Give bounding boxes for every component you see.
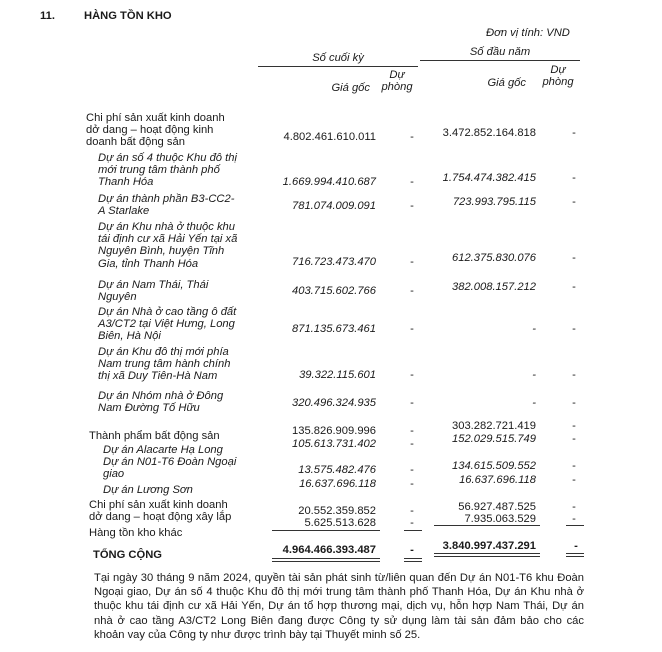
row-label-line: A Starlake bbox=[98, 205, 150, 218]
subtotal-rule-closing-provision bbox=[404, 530, 422, 531]
row-label-line: dở dang – hoạt động kinh bbox=[86, 124, 214, 137]
row-closing-provision: - bbox=[410, 131, 414, 143]
row-closing-provision: - bbox=[410, 285, 414, 297]
subtotal-rule-opening bbox=[434, 525, 540, 526]
subtotal-rule-opening-provision bbox=[566, 525, 584, 526]
row-closing-provision: - bbox=[410, 425, 414, 437]
row-opening-cost: - bbox=[532, 323, 536, 335]
row-label-line: Chi phí sản xuất kinh doanh bbox=[89, 499, 228, 511]
row-closing-provision: - bbox=[410, 478, 414, 490]
row-opening-cost: 134.615.509.552 bbox=[452, 460, 536, 472]
row-closing-cost: 781.074.009.091 bbox=[292, 200, 376, 212]
row-label-line: dở dang – hoạt động xây lắp bbox=[89, 511, 232, 524]
row-label-line: Dự án Nhóm nhà ở Đông bbox=[98, 390, 224, 402]
row-label-line: Dự án Khu nhà ở thuộc khu bbox=[98, 221, 236, 233]
row-opening-provision: - bbox=[572, 460, 576, 472]
row-label-line: Dự án Lương Sơn bbox=[103, 484, 193, 496]
row-closing-provision: - bbox=[410, 200, 414, 212]
row-opening-provision: - bbox=[572, 513, 576, 525]
row-label-line: Dự án Nam Thái, Thái bbox=[98, 279, 209, 291]
row-closing-cost: 39.322.115.601 bbox=[299, 369, 376, 381]
row-label-line: Hàng tồn kho khác bbox=[89, 527, 183, 539]
total-opening-provision: - bbox=[574, 540, 578, 552]
header-closing-provision-line2: phòng bbox=[381, 81, 413, 93]
row-opening-cost: 152.029.515.749 bbox=[452, 433, 536, 445]
header-opening-cost: Giá gốc bbox=[487, 77, 526, 89]
row-closing-provision: - bbox=[410, 176, 414, 188]
row-opening-cost: 382.008.157.212 bbox=[452, 281, 536, 293]
row-opening-cost: - bbox=[532, 369, 536, 381]
header-closing-rule bbox=[258, 66, 418, 67]
section-title: HÀNG TỒN KHO bbox=[84, 10, 172, 22]
row-closing-provision: - bbox=[410, 438, 414, 450]
row-closing-cost: 403.715.602.766 bbox=[292, 285, 376, 297]
row-label-line: A3/CT2 tại Việt Hưng, Long bbox=[98, 318, 235, 331]
row-opening-provision: - bbox=[572, 323, 576, 335]
row-label-line: Nguyên Bình, huyện Tĩnh bbox=[98, 245, 225, 258]
row-label-line: Dự án số 4 thuộc Khu đô thị bbox=[98, 152, 237, 164]
row-label-line: Nguyên bbox=[98, 291, 137, 304]
row-closing-cost: 5.625.513.628 bbox=[304, 517, 376, 529]
row-label-line: Dự án Khu đô thị mới phía bbox=[98, 346, 229, 358]
total-double-rule-opening-provision bbox=[566, 553, 584, 557]
row-closing-provision: - bbox=[410, 505, 414, 517]
row-closing-cost: 871.135.673.461 bbox=[292, 323, 376, 335]
row-opening-provision: - bbox=[572, 252, 576, 264]
row-label-line: Nam Đường Tố Hữu bbox=[98, 402, 200, 415]
row-closing-provision: - bbox=[410, 369, 414, 381]
row-label-line: doanh bất động sản bbox=[86, 136, 185, 149]
row-opening-cost: 612.375.830.076 bbox=[452, 252, 536, 264]
row-label-line: Biên, Hà Nội bbox=[98, 330, 161, 343]
row-opening-provision: - bbox=[572, 127, 576, 139]
section-number: 11. bbox=[40, 10, 55, 22]
row-opening-cost: 3.472.852.164.818 bbox=[442, 127, 536, 139]
row-label-line: Chi phí sản xuất kinh doanh bbox=[86, 112, 225, 124]
row-opening-provision: - bbox=[572, 369, 576, 381]
row-label-line: Thanh Hóa bbox=[98, 176, 154, 189]
row-closing-provision: - bbox=[410, 464, 414, 476]
row-label-line: Thành phẩm bất động sản bbox=[89, 430, 220, 442]
total-label: TỔNG CỘNG bbox=[93, 549, 162, 561]
row-closing-cost: 4.802.461.610.011 bbox=[283, 131, 376, 143]
row-label-line: Dự án Alacarte Hạ Long bbox=[103, 444, 223, 456]
unit-label: Đơn vị tính: VND bbox=[486, 27, 570, 39]
total-double-rule-opening bbox=[434, 553, 540, 557]
header-opening-provision-line2: phòng bbox=[542, 76, 574, 88]
row-opening-cost: 16.637.696.118 bbox=[459, 474, 536, 486]
header-opening-provision-line1: Dự bbox=[550, 64, 566, 76]
header-closing-cost: Giá gốc bbox=[331, 82, 370, 94]
row-closing-cost: 16.637.696.118 bbox=[299, 478, 376, 490]
row-opening-cost: 7.935.063.529 bbox=[464, 513, 536, 525]
subtotal-rule-closing bbox=[272, 530, 380, 531]
row-closing-cost: 20.552.359.852 bbox=[298, 505, 376, 517]
row-closing-cost: 135.826.909.996 bbox=[292, 425, 376, 437]
header-opening: Số đầu năm bbox=[469, 46, 531, 58]
row-closing-cost: 13.575.482.476 bbox=[298, 464, 376, 476]
row-label-line: thị xã Duy Tiên-Hà Nam bbox=[98, 370, 218, 383]
row-opening-cost: 1.754.474.382.415 bbox=[442, 172, 536, 184]
row-opening-provision: - bbox=[572, 281, 576, 293]
row-closing-provision: - bbox=[410, 323, 414, 335]
row-opening-provision: - bbox=[572, 172, 576, 184]
row-label-line: Gia, tỉnh Thanh Hóa bbox=[98, 257, 199, 270]
row-closing-cost: 716.723.473.470 bbox=[292, 256, 376, 268]
row-closing-provision: - bbox=[410, 256, 414, 268]
row-label-line: Dự án thành phần B3-CC2- bbox=[98, 193, 235, 205]
row-opening-provision: - bbox=[572, 433, 576, 445]
collateral-note-paragraph: Tại ngày 30 tháng 9 năm 2024, quyền tài sản phát sinh từ/liên quan đến Dự án N01-T6 khu Đoàn Ngoại giao, Dự án số 4 thuộc Khu đô thị mới trung tâm thành phố Thanh Hóa, Dự án Khu nhà ở thuộc khu tái định cư xã Hải Yến, Dự án tổ hợp thương mại, dịch vụ, hỗn hợp Nam Thái, Dự án nhà ở cao tầng A3/CT2 Long Biên đang được Công ty sử dụng làm tài sản đảm bảo cho các khoản vay của Công ty như được trình bày tại Thuyết minh số 25. bbox=[94, 572, 584, 641]
row-closing-cost: 320.496.324.935 bbox=[292, 397, 376, 409]
row-opening-provision: - bbox=[572, 397, 576, 409]
row-closing-cost: 1.669.994.410.687 bbox=[282, 176, 376, 188]
total-closing-provision: - bbox=[410, 544, 414, 556]
total-opening-cost: 3.840.997.437.291 bbox=[442, 540, 536, 552]
row-opening-provision: - bbox=[572, 420, 576, 432]
row-label-line: Nam trung tâm hành chính bbox=[98, 358, 231, 371]
row-opening-cost: 723.993.795.115 bbox=[452, 196, 536, 208]
header-opening-rule bbox=[420, 60, 580, 61]
row-label-line: tái định cư xã Hải Yến tại xã bbox=[98, 233, 238, 246]
row-label-line: giao bbox=[103, 468, 125, 481]
row-label-line: Dự án N01-T6 Đoàn Ngoại bbox=[103, 456, 237, 468]
row-opening-cost: 56.927.487.525 bbox=[458, 501, 536, 513]
row-closing-cost: 105.613.731.402 bbox=[292, 438, 376, 450]
row-closing-provision: - bbox=[410, 397, 414, 409]
header-closing-provision-line1: Dự bbox=[389, 69, 405, 81]
row-label-line: Dự án Nhà ở cao tầng ô đất bbox=[98, 306, 237, 318]
row-opening-provision: - bbox=[572, 501, 576, 513]
row-opening-provision: - bbox=[572, 196, 576, 208]
header-closing: Số cuối kỳ bbox=[312, 52, 364, 64]
row-label-line: mới trung tâm thành phố bbox=[98, 164, 220, 177]
row-closing-provision: - bbox=[410, 517, 414, 529]
row-opening-cost: - bbox=[532, 397, 536, 409]
total-closing-cost: 4.964.466.393.487 bbox=[282, 544, 376, 556]
row-opening-cost: 303.282.721.419 bbox=[452, 420, 536, 432]
total-double-rule-closing bbox=[272, 558, 380, 562]
row-opening-provision: - bbox=[572, 474, 576, 486]
total-double-rule-closing-provision bbox=[404, 558, 422, 562]
